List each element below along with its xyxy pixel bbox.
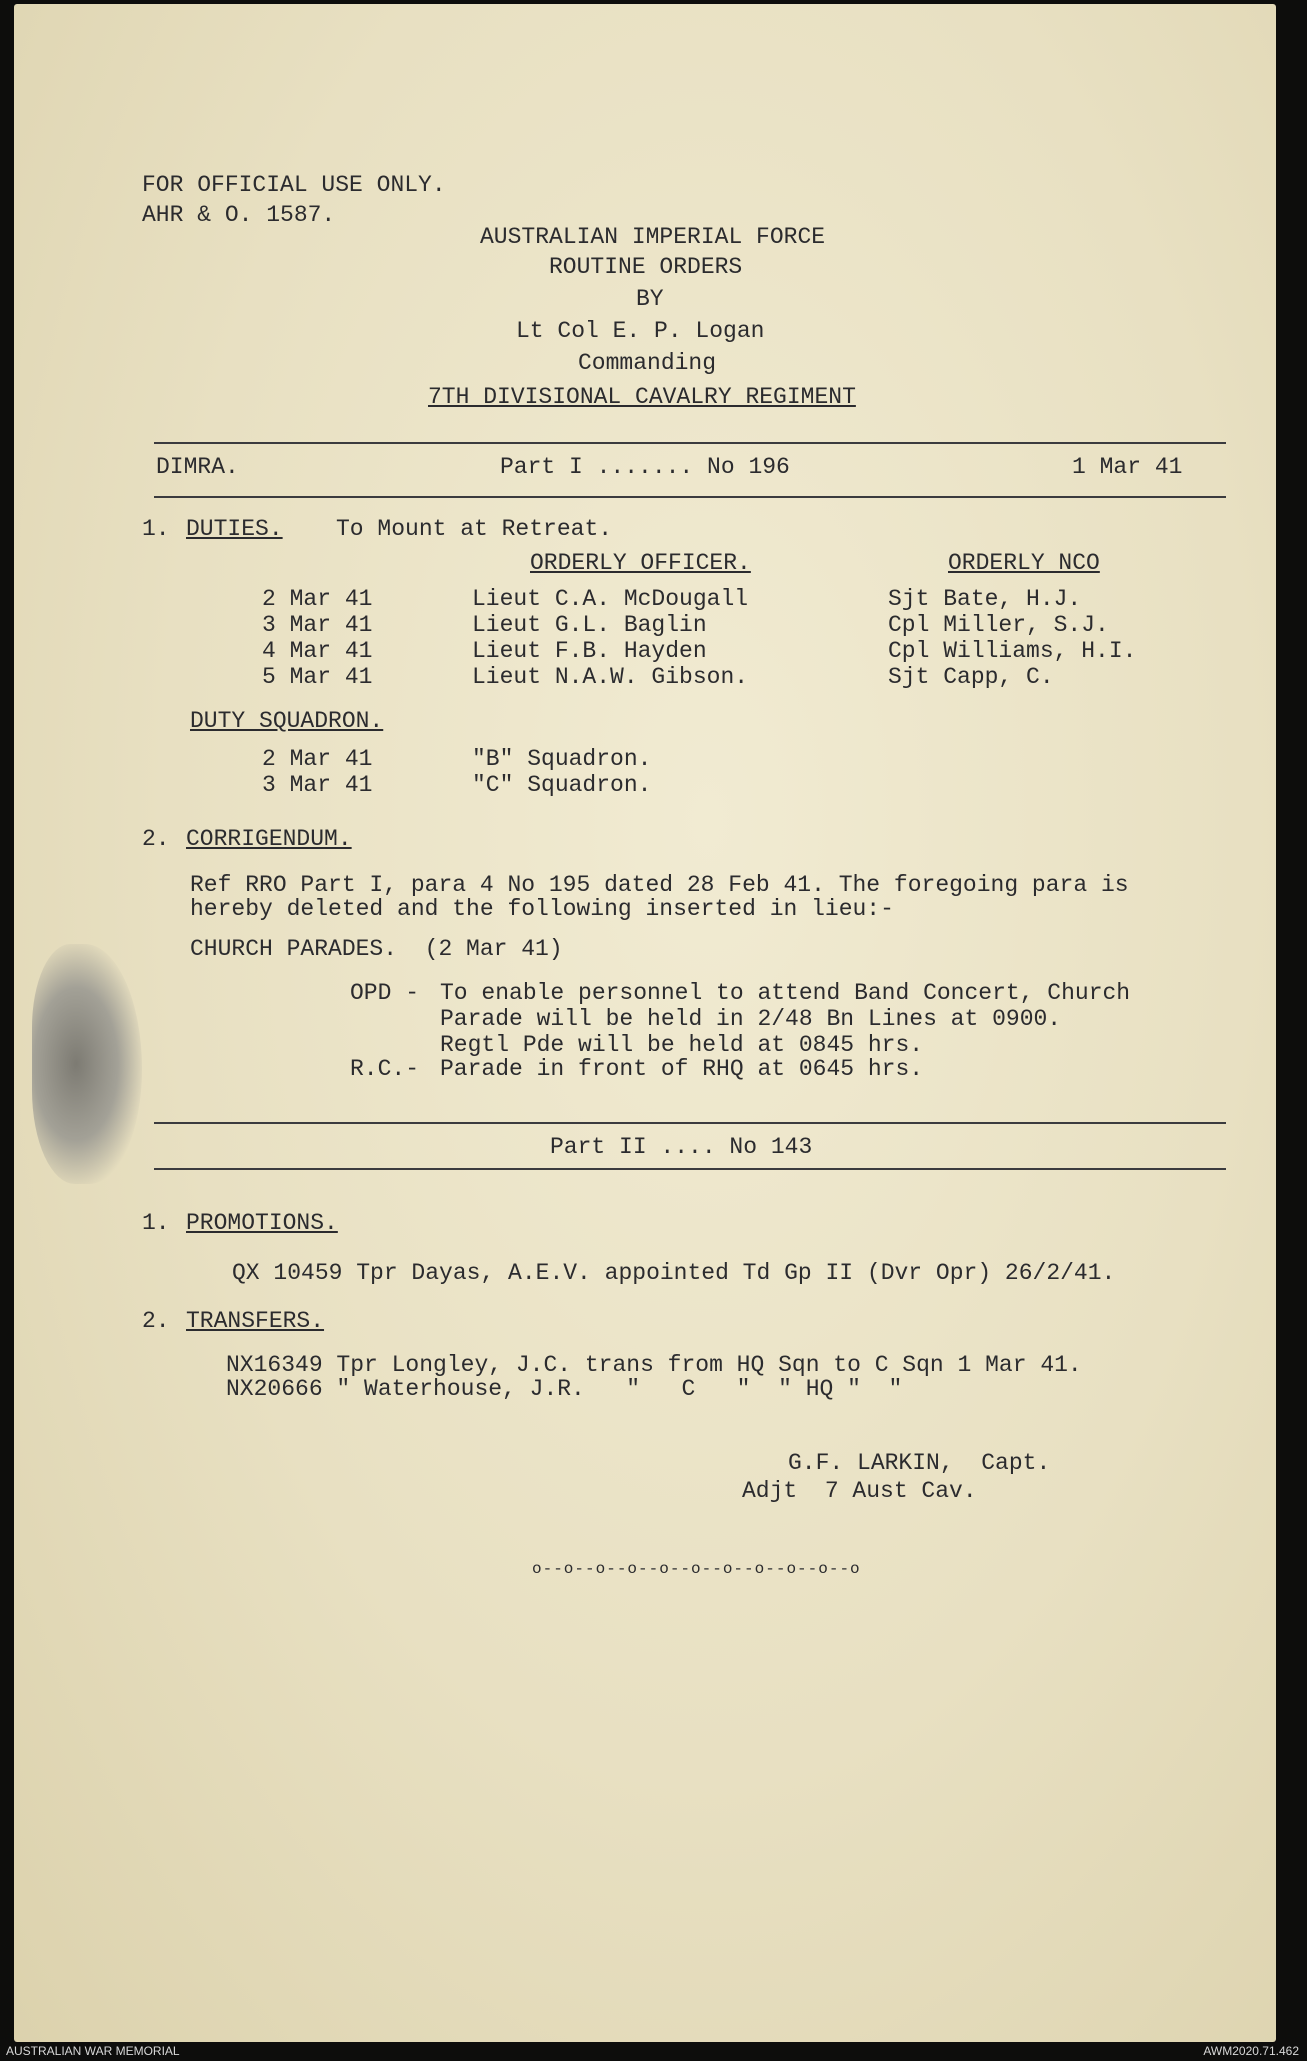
duty-nco: Cpl Williams, H.I. xyxy=(888,638,1137,664)
duty-date: 3 Mar 41 xyxy=(262,612,373,638)
duty-officer: Lieut N.A.W. Gibson. xyxy=(472,664,749,690)
end-mark: o--o--o--o--o--o--o--o--o--o--o xyxy=(532,1560,861,1578)
document-sheet xyxy=(14,4,1276,2042)
squadron-name: "B" Squadron. xyxy=(472,746,652,772)
duty-nco: Sjt Bate, H.J. xyxy=(888,586,1082,612)
duty-date: 5 Mar 41 xyxy=(262,664,373,690)
corrigendum-heading: CORRIGENDUM. xyxy=(186,826,352,852)
paper-stain xyxy=(32,944,142,1184)
title-line-4: Lt Col E. P. Logan xyxy=(516,318,765,344)
transfers-number: 2. xyxy=(142,1308,170,1334)
church-parades-heading: CHURCH PARADES. (2 Mar 41) xyxy=(190,936,563,962)
reference-line: AHR & O. 1587. xyxy=(142,202,336,228)
restriction-line: FOR OFFICIAL USE ONLY. xyxy=(142,172,446,198)
squadron-date: 3 Mar 41 xyxy=(262,772,373,798)
squadron-name: "C" Squadron. xyxy=(472,772,652,798)
opd-line: To enable personnel to attend Band Concert, Church xyxy=(440,980,1131,1006)
duty-officer: Lieut F.B. Hayden xyxy=(472,638,707,664)
rc-line: Parade in front of RHQ at 0645 hrs. xyxy=(440,1056,924,1082)
opd-line: Parade will be held in 2/48 Bn Lines at 0900. xyxy=(440,1006,1062,1032)
footer-right: AWM2020.71.462 xyxy=(1203,2044,1299,2058)
rule-top xyxy=(154,442,1226,444)
transfer-line: NX20666 " Waterhouse, J.R. " C " " HQ " " xyxy=(226,1376,903,1402)
duty-squadron-heading: DUTY SQUADRON. xyxy=(190,708,384,734)
duty-officer: Lieut C.A. McDougall xyxy=(472,586,749,612)
corrigendum-text-1: Ref RRO Part I, para 4 No 195 dated 28 Feb 41. The foregoing para is xyxy=(190,872,1129,898)
order-part: Part I ....... No 196 xyxy=(500,454,790,480)
part2-heading: Part II .... No 143 xyxy=(550,1134,813,1160)
footer-left: AUSTRALIAN WAR MEMORIAL xyxy=(6,2044,180,2058)
corrigendum-number: 2. xyxy=(142,826,170,852)
duties-note: To Mount at Retreat. xyxy=(336,516,613,542)
title-line-2: ROUTINE ORDERS xyxy=(549,254,743,280)
promotion-line: QX 10459 Tpr Dayas, A.E.V. appointed Td Gp II (Dvr Opr) 26/2/41. xyxy=(232,1260,1116,1286)
transfer-line: NX16349 Tpr Longley, J.C. trans from HQ Sqn to C Sqn 1 Mar 41. xyxy=(226,1352,1082,1378)
promotions-number: 1. xyxy=(142,1210,170,1236)
duty-nco: Sjt Capp, C. xyxy=(888,664,1054,690)
rc-label: R.C.- xyxy=(350,1056,420,1082)
rule-under-order xyxy=(154,496,1226,498)
title-line-5: Commanding xyxy=(578,350,717,376)
duties-number: 1. xyxy=(142,516,170,542)
col-orderly-officer: ORDERLY OFFICER. xyxy=(530,550,751,576)
title-line-1: AUSTRALIAN IMPERIAL FORCE xyxy=(480,224,826,250)
archive-footer xyxy=(0,2042,1307,2061)
duties-heading: DUTIES. xyxy=(186,516,283,542)
duty-date: 4 Mar 41 xyxy=(262,638,373,664)
title-line-3: BY xyxy=(636,286,664,312)
corrigendum-text-2: hereby deleted and the following inserted in lieu:- xyxy=(190,896,894,922)
unit-title: 7TH DIVISIONAL CAVALRY REGIMENT xyxy=(428,384,856,410)
rule-part2-bottom xyxy=(154,1168,1226,1170)
duty-officer: Lieut G.L. Baglin xyxy=(472,612,707,638)
order-place: DIMRA. xyxy=(156,454,239,480)
promotions-heading: PROMOTIONS. xyxy=(186,1210,338,1236)
rule-part2-top xyxy=(154,1122,1226,1124)
duty-date: 2 Mar 41 xyxy=(262,586,373,612)
col-orderly-nco: ORDERLY NCO xyxy=(948,550,1100,576)
signature-title: Adjt 7 Aust Cav. xyxy=(742,1478,977,1504)
squadron-date: 2 Mar 41 xyxy=(262,746,373,772)
opd-label: OPD - xyxy=(350,980,420,1006)
order-date: 1 Mar 41 xyxy=(1072,454,1183,480)
opd-line: Regtl Pde will be held at 0845 hrs. xyxy=(440,1032,924,1058)
transfers-heading: TRANSFERS. xyxy=(186,1308,325,1334)
signature-name: G.F. LARKIN, Capt. xyxy=(788,1450,1051,1476)
duty-nco: Cpl Miller, S.J. xyxy=(888,612,1109,638)
